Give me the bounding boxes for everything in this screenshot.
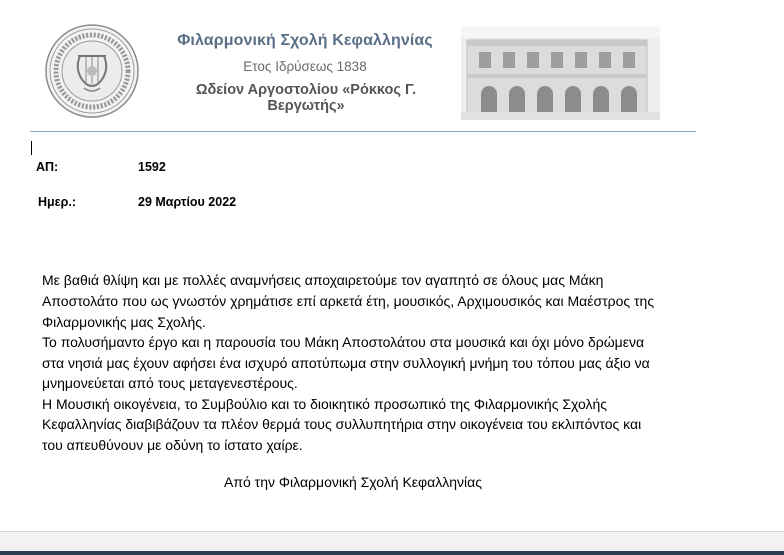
body-line: Αποστολάτο που ως γνωστόν χρημάτισε επί αρκετά έτη, μουσικός, Αρχιμουσικός και Μαέστρος της bbox=[42, 293, 655, 309]
body-line: Με βαθιά θλίψη και με πολλές αναμνήσεις αποχαιρετούμε τον αγαπητό σε όλους μας Μάκη bbox=[42, 272, 604, 288]
date-label: Ημερ.: bbox=[38, 195, 76, 209]
date-value: 29 Μαρτίου 2022 bbox=[138, 195, 237, 209]
conservatory-name: Ωδείον Αργοστολίου «Ρόκκος Γ. Βεργωτής» bbox=[195, 82, 417, 114]
body-line: στα νησιά μας έχουν αφήσει ένα ισχυρό αποτύπωμα στην συλλογική μνήμη του τόπου μας άξιο να bbox=[42, 355, 650, 371]
header-divider bbox=[30, 131, 696, 132]
school-building-icon bbox=[461, 26, 660, 120]
seal-emblem-icon bbox=[44, 22, 140, 120]
body-line: Φιλαρμονικής μας Σχολής. bbox=[42, 314, 206, 330]
body-line: μνημονεύεται από τους μεταγενεστέρους. bbox=[42, 375, 298, 391]
text-cursor bbox=[31, 141, 32, 155]
body-line: του απευθύνουν με οδύνη το ίστατο χαίρε. bbox=[42, 437, 303, 453]
founded-line: Ετος Ιδρύσεως 1838 bbox=[243, 59, 367, 74]
signature-line: Από την Φιλαρμονική Σχολή Κεφαλληνίας bbox=[224, 474, 482, 490]
organization-name: Φιλαρμονική Σχολή Κεφαλληνίας bbox=[177, 32, 433, 49]
body-line: Το πολυσήμαντο έργο και η παρουσία του Μάκη Αποστολάτου στα μουσικά και όχι μόνο δρώμενα bbox=[42, 334, 645, 350]
body-line: Η Μουσική οικογένεια, το Συμβούλιο και το διοικητικό προσωπικό της Φιλαρμονικής Σχολής bbox=[42, 396, 608, 412]
taskbar-edge bbox=[0, 551, 784, 555]
protocol-number-value: 1592 bbox=[138, 160, 166, 174]
protocol-number-label: ΑΠ: bbox=[36, 160, 59, 174]
body-line: Κεφαλληνίας διαβιβάζουν τα πλέον θερμά τους συλλυπητήρια στην οικογένεια του εκλιπόντος και bbox=[42, 416, 642, 432]
